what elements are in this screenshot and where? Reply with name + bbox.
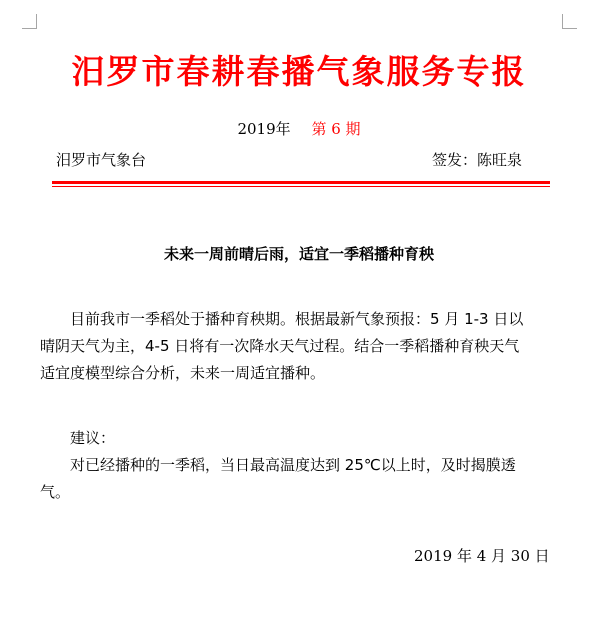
paragraph-line: 适宜度模型综合分析，未来一周适宜播种。 — [40, 364, 326, 382]
advice-label: 建议： — [70, 429, 116, 447]
issue-number: 第 6 期 — [311, 120, 361, 138]
header-divider-thick — [52, 181, 550, 184]
paragraph-line: 晴阴天气为主，4-5 日将有一次降水天气过程。结合一季稻播种育秧天气 — [40, 337, 520, 355]
advice-line: 对已经播种的一季稻，当日最高温度达到 25℃以上时，及时揭膜透 — [70, 456, 516, 474]
report-date: 2019 年 4 月 30 日 — [414, 547, 550, 565]
issue-line — [0, 118, 598, 139]
issuing-organization: 汨罗市气象台 — [56, 151, 147, 169]
report-title: 汨罗市春耕春播气象服务专报 — [71, 52, 527, 91]
advice-line: 气。 — [40, 483, 71, 501]
crop-mark-top-left — [22, 14, 37, 29]
header-divider-thin — [52, 186, 550, 187]
paragraph-line: 目前我市一季稻处于播种育秧期。根据最新气象预报：5 月 1-3 日以 — [70, 310, 524, 328]
signer: 签发：陈旺泉 — [432, 151, 523, 169]
article-headline: 未来一周前晴后雨，适宜一季稻播种育秧 — [163, 245, 434, 263]
crop-mark-top-right — [562, 14, 577, 29]
issue-year: 2019年 — [237, 120, 291, 138]
